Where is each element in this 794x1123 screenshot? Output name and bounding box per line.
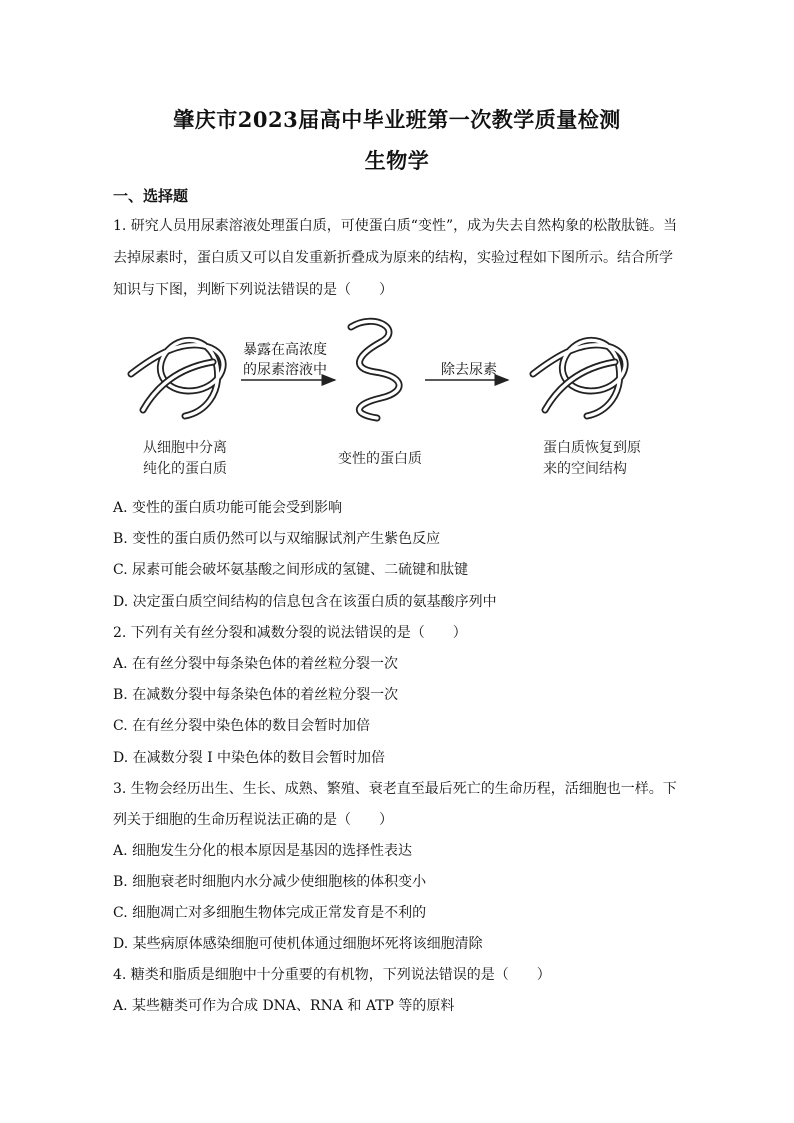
q1-option-c: C. 尿素可能会破坏氨基酸之间形成的氢键、二硫键和肽键 [113,562,469,578]
q1-stem-line1: 1. 研究人员用尿素溶液处理蛋白质，可使蛋白质“变性”，成为失去自然构象的松散肽链。当 [113,218,678,234]
arrow1-label-line2: 的尿素溶液中 [243,362,327,378]
q2-option-c: C. 在有丝分裂中染色体的数目会暂时加倍 [113,718,371,734]
caption-refolded-line2: 来的空间结构 [543,461,627,477]
q4-option-a: A. 某些糖类可作为合成 DNA、RNA 和 ATP 等的原料 [113,998,455,1014]
q3-stem-line2: 列关于细胞的生命历程说法正确的是（ ） [113,812,393,828]
caption-native-line1: 从细胞中分离 [143,440,227,456]
section-heading: 一、选择题 [113,187,189,205]
protein-denaturation-figure [113,312,693,487]
caption-native-line2: 纯化的蛋白质 [143,461,227,477]
caption-denatured: 变性的蛋白质 [338,451,422,467]
q2-stem: 2. 下列有关有丝分裂和减数分裂的说法错误的是（ ） [113,625,467,641]
caption-refolded-line1: 蛋白质恢复到原 [543,440,641,456]
q3-option-c: C. 细胞凋亡对多细胞生物体完成正常发育是不利的 [113,905,427,921]
arrow2-label: 除去尿素 [441,362,497,378]
native-protein-icon [131,340,223,416]
subject-title: 生物学 [364,148,430,173]
denatured-protein-icon [351,321,399,418]
arrow1-label-line1: 暴露在高浓度 [243,342,327,358]
refolded-protein-icon [533,340,625,416]
q2-option-a: A. 在有丝分裂中每条染色体的着丝粒分裂一次 [113,656,399,672]
q2-option-b: B. 在减数分裂中每条染色体的着丝粒分裂一次 [113,687,399,703]
page-title: 肇庆市2023届高中毕业班第一次教学质量检测 [173,107,621,132]
q2-option-d: D. 在减数分裂 I 中染色体的数目会暂时加倍 [113,750,386,766]
q1-stem-line3: 知识与下图，判断下列说法错误的是（ ） [113,282,393,298]
q4-stem: 4. 糖类和脂质是细胞中十分重要的有机物，下列说法错误的是（ ） [113,967,551,983]
q1-option-a: A. 变性的蛋白质功能可能会受到影响 [113,500,343,516]
q3-stem-line1: 3. 生物会经历出生、生长、成熟、繁殖、衰老直至最后死亡的生命历程，活细胞也一样。下 [113,781,677,797]
q3-option-a: A. 细胞发生分化的根本原因是基因的选择性表达 [113,843,413,859]
q1-option-d: D. 决定蛋白质空间结构的信息包含在该蛋白质的氨基酸序列中 [113,594,497,610]
q3-option-d: D. 某些病原体感染细胞可使机体通过细胞坏死将该细胞清除 [113,936,483,952]
q1-stem-line2: 去掉尿素时，蛋白质又可以自发重新折叠成为原来的结构，实验过程如下图所示。结合所学 [113,250,673,266]
q3-option-b: B. 细胞衰老时细胞内水分减少使细胞核的体积变小 [113,874,427,890]
q1-option-b: B. 变性的蛋白质仍然可以与双缩脲试剂产生紫色反应 [113,531,441,547]
